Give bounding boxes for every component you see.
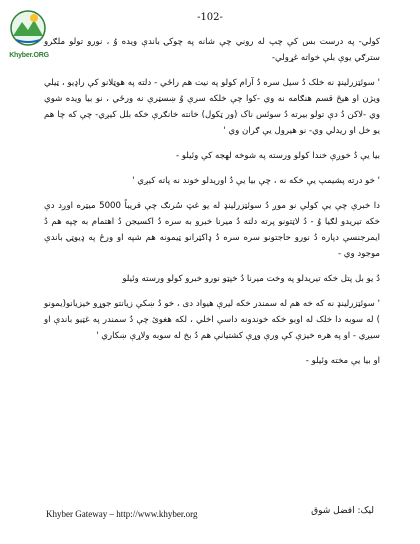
page-number: -102- bbox=[197, 12, 223, 23]
paragraph: بيا يې دُ خوږې خندا کولو ورسته په شوخه لهجه کې وئيلو - bbox=[176, 151, 380, 161]
paragraph: ' سوئټزرلينډ نه که خه هم له سمندر خکه ليرې هيواد دی ، خو دُ ښکې زيانتو جوړو خيزيانو(يمونو ) له سوبه دا خلک له اوبو خکه خوندونه داسې اخلي ، لکه هغوئ چې دُ سمندر په غټيو باندې او سيږي - او په هره خيزې کې ورې وړې کشتيانې هم دُ بخ له سوبه ولاړې ښکاري ' bbox=[44, 299, 380, 341]
document-body bbox=[44, 34, 380, 378]
paragraph: دا خبرې چې يې کولې نو موږ دُ سوئټزرلينډ له يو غټ سُرنګ چې قريباً 5000 ميټره اوږد دې خکه تيريدو لګيا وُ - دُ لاټتونو پرته دلته دُ ميرنا خبرو به سره دُ اکسيجن دُ اهتمام به چپه هم دُ ايمرجنسې دپاره دُ نورو حاجتونو سره سره دُ ډاکټرانو ټيمونه هم شپه او ورځ په ډيوټۍ باندې موجود وي - bbox=[44, 201, 381, 259]
paragraph: ' خو درته پشيمپ يې خکه نه ، چې بيا يې دُ اوريدلو خوند نه پاته کيږي ' bbox=[132, 176, 380, 186]
footer-website: Khyber Gateway – http://www.khyber.org bbox=[46, 509, 198, 519]
paragraph: او بيا يې مخته وئيلو - bbox=[305, 356, 380, 366]
paragraph: ' سوئټزرلينډ نه خلک دُ سيل سره دُ آرام کولو په نيت هم راځي - دلته په هوټلانو کې راډيو ، ټيلي ويژن او هيڅ قسم هنګامه نه وي -کوا چې خلکه سرې وُ ښسټرې نه ورځي ، نو بيا ويده شوي وي -لاکن دُ دې تولو بيرته دُ سوئس ناک (ور ټکول) خانته خانګرې خکه بلل کيږي- چې که چا هم يو خل او ريدلي وي- نو هيرول يې ګران وي ' bbox=[44, 78, 380, 136]
paragraph: دُ يو بل پتل خکه تيريدلو په وخت ميرنا دُ خپټو نورو خبرو کولو ورسته وئيلو bbox=[122, 274, 380, 284]
logo-text: Khyber.ORG bbox=[9, 52, 49, 59]
footer-author: ليک: افضل شوق bbox=[311, 506, 374, 516]
paragraph: کولي- په درست بس کې چپ له روني چې شانه په چوکۍ باندې ويده وُ ، نورو تولو ملګرو سترګي يوې بلې خواته غړولي- bbox=[44, 37, 380, 63]
